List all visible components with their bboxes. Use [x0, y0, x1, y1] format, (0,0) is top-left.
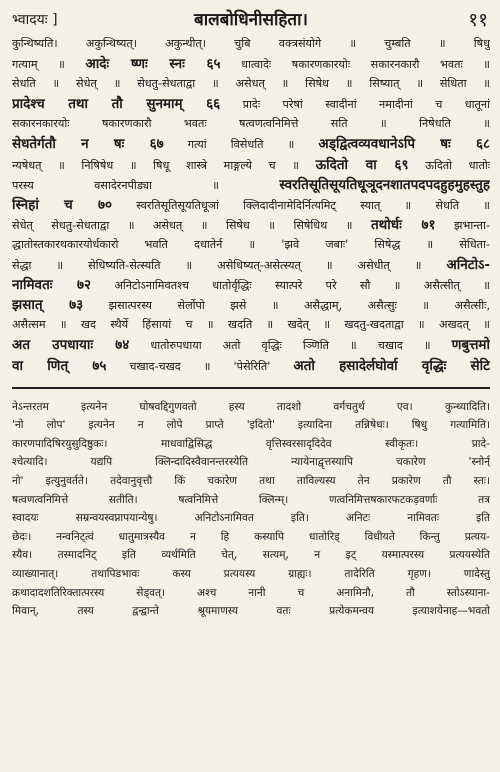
body-text: ऊदितो धातोः — [408, 158, 490, 172]
section-label: भ्वादयः ] — [12, 12, 58, 28]
main-text-line — [12, 335, 490, 355]
sutra-text: तथोर्धः ७१ — [370, 216, 436, 233]
body-text: सेधति ॥ सेधेत् ॥ सेधतु-सेधताद्वा ॥ असेधत् ॥ सिषेध ॥ सिष्यात् ॥ सेधिता ॥ — [12, 77, 490, 91]
body-text: न्यषेधत् ॥ निषिषेध ॥ षिधू शास्त्रे माङ्गल्ये च ॥ — [12, 158, 316, 172]
sutra-text: अनिटोऽ- — [446, 257, 490, 274]
main-text-line — [12, 74, 490, 94]
main-text-line — [12, 215, 490, 235]
body-text: सेद्धा ॥ सेधिष्यति-सेत्स्यति ॥ असेधिष्यत्-असेत्स्यत् ॥ असेधीत् ॥ — [12, 259, 447, 273]
body-text: स्वरतिसूतिसूयतिधूञां क्लिदादीनामेदिर्नित्यमिट् स्यात् ॥ सेधति ॥ — [112, 198, 490, 212]
main-text-line — [12, 235, 490, 255]
sutra-text: स्वरतिसूतिसूयतिधूञूदनशातपदपदहुहमुहस्तुह — [279, 176, 490, 193]
sutra-text: आदेः ष्णः स्नः ६५ — [85, 56, 221, 73]
main-text-line — [12, 34, 490, 54]
body-text: परस्य वसादेरनपीड्या ॥ — [12, 178, 280, 192]
body-text: अनिटोऽनामिवतश्च धातोर्वृद्धिः स्यात्परे परे सौ ॥ असैत्सीत् ॥ — [91, 279, 490, 293]
commentary-line: श्चेत्यादि। यद्यपि क्लिन्दादिस्वैवानन्तरस्येति न्यायेनाद्वृत्तस्यापि चकारेण 'स्नोर्न् — [12, 456, 490, 469]
main-text-line — [12, 255, 490, 275]
sutra-text: वा णित् ७५ — [12, 357, 107, 374]
commentary-line: स्वादयः सम्रन्वयस्वप्नापयान्येषु। अनिटोऽनामिवत इति। अनिटः नामिवतः इति — [12, 512, 490, 525]
commentary-line: व्याख्यानात्। तथापिडभावः कस्य प्रत्ययस्य ग्राह्यः। तादेरिति गृहण। णादेस्तु — [12, 567, 490, 580]
main-text-line — [12, 315, 490, 335]
main-text-line — [12, 134, 490, 154]
main-text-line — [12, 54, 490, 74]
body-text: कुन्थिष्यति। अकुन्थिष्यत्। अकुन्थीत्। चुबि वक्त्रसंयोगे ॥ चुम्बति ॥ षिधु — [12, 37, 490, 50]
body-text: सकारनकारयोः षकारणकारौ भवतः षत्वणत्वनिमित्ते सति ॥ निषेधति ॥ — [12, 117, 490, 131]
body-text: गत्याम् ॥ — [12, 58, 86, 72]
body-text: गत्यां विसेधति ॥ — [163, 138, 319, 152]
commentary-line: कारणपादिषिरयुसुदिष्ठुकः। माधवाद्विसिद्ध वृत्तिस्वरसादृदिदेव स्वीकृतः। प्रादे- — [12, 437, 490, 450]
body-text: द्धातोस्तकारथकारयोर्धकारो भवति दधातेर्न ॥ 'झवे जबाः' सिषेद्ध ॥ सेधिता- — [12, 237, 490, 251]
body-text: धातोरुपधाया अतो वृद्धिः ञ्णिति ॥ चखाद ॥ — [129, 339, 452, 353]
main-text-line — [12, 94, 490, 114]
body-text: प्रादेः परेषां स्वादीनां नमादीनां च धातूनां — [220, 98, 490, 112]
main-text-line — [12, 356, 490, 376]
sutra-text: अतो हसादेर्लघोर्वा वृद्धिः सेटि — [293, 357, 490, 374]
sutra-text: अत उपधायाः ७४ — [12, 337, 130, 354]
sutra-text: ऊदितो वा ६९ — [315, 156, 409, 173]
body-text: धात्वादेः षकारणकारयोः सकारनकारौ भवतः ॥ — [220, 58, 490, 72]
sutra-text: नामिवतः ७२ — [12, 277, 92, 294]
page-number: ११ — [468, 9, 488, 31]
main-text-line — [12, 275, 490, 295]
page-title: बालबोधिनीसहिता। — [194, 10, 308, 30]
commentary-line: षत्वणत्वनिमित्ते सतीति। षत्वनिमित्ते क्लिन्म्। णत्वनिमित्तषकारफटकड़वर्णाः तत्र — [12, 493, 490, 506]
commentary-line: नो' इत्युनुवर्तते। तदेवानुवृत्तौ किं चकारेण तथा ताविल्यस्य तेन प्रकारेण तौ स्तः। — [12, 474, 490, 487]
sutra-text: प्रादेश्च तथा तौ सुनमाम् ६६ — [12, 96, 221, 113]
body-text: झसात्परस्य सेर्लोपो झसे ॥ असैद्धाम्, असैत्सुः ॥ असैत्सीः, — [83, 299, 490, 313]
commentary-line: स्यैव। तस्मादनिट् इति व्यर्थमिति चेत्, सत्यम्, न इट् यस्मात्परस्य प्रत्ययस्येति — [12, 549, 490, 562]
body-text: चखाद-चखद ॥ 'पेसेरिति' — [106, 359, 294, 373]
main-text-line — [12, 114, 490, 134]
divider-rule — [12, 387, 490, 389]
main-text — [12, 34, 490, 376]
commentary-line: छेदः। नन्वनिट्त्वं धातुमात्रस्यैव न हि कस्यापि धातोरिड् विधीयते किन्तु प्रत्यय- — [12, 530, 490, 543]
commentary-line: क्रथादादशतिरिक्तात्परस्य सेड्वत्। अश्च नानी च अनामिनौ, तौ स्तोऽस्याना- — [12, 586, 490, 599]
main-text-line — [12, 155, 490, 175]
body-text: असैत्सम ॥ खद स्थैर्ये हिंसायां च ॥ खदति ॥ खदेत् ॥ खदतु-खदताद्वा ॥ अखदत् ॥ — [12, 318, 490, 332]
commentary-line: नेऽन्तरतम इत्यनेन घोषवद्दिगुणवतो हस्य तादशो वर्गचतुर्थ एव। कुन्थ्यादिति। — [12, 400, 490, 413]
sutra-text: स्निहां च ७० — [12, 196, 113, 213]
body-text: सेधेत् सेधतु-सेधताद्वा ॥ असेधत् ॥ सिषेध ॥ सिषेधिथ ॥ — [12, 218, 371, 232]
main-text-line — [12, 295, 490, 315]
sutra-text: सेधतेर्गतौ न षः ६७ — [12, 136, 164, 153]
sutra-text: अड्द्वित्वव्यवधानेऽपि षः ६८ — [318, 136, 490, 153]
sutra-text: झसात् ७३ — [12, 297, 84, 314]
main-text-line — [12, 175, 490, 195]
sutra-text: णबुत्तमो — [451, 337, 490, 354]
commentary-line: 'नो लोप' इत्यनेन न लोपे प्राप्ते 'इदितो' इत्यादिना तन्निषेधः। षिधु गत्यामिति। — [12, 419, 490, 432]
commentary-text — [12, 398, 490, 621]
main-text-line — [12, 195, 490, 215]
page-header — [12, 6, 490, 32]
body-text: झभान्ता- — [435, 218, 490, 232]
commentary-line: मिवान्, तस्य द्वन्द्वान्ते श्रूयमाणस्य वतः प्रत्येकमन्वय इत्याशयेनाह—भवतो — [12, 605, 490, 618]
